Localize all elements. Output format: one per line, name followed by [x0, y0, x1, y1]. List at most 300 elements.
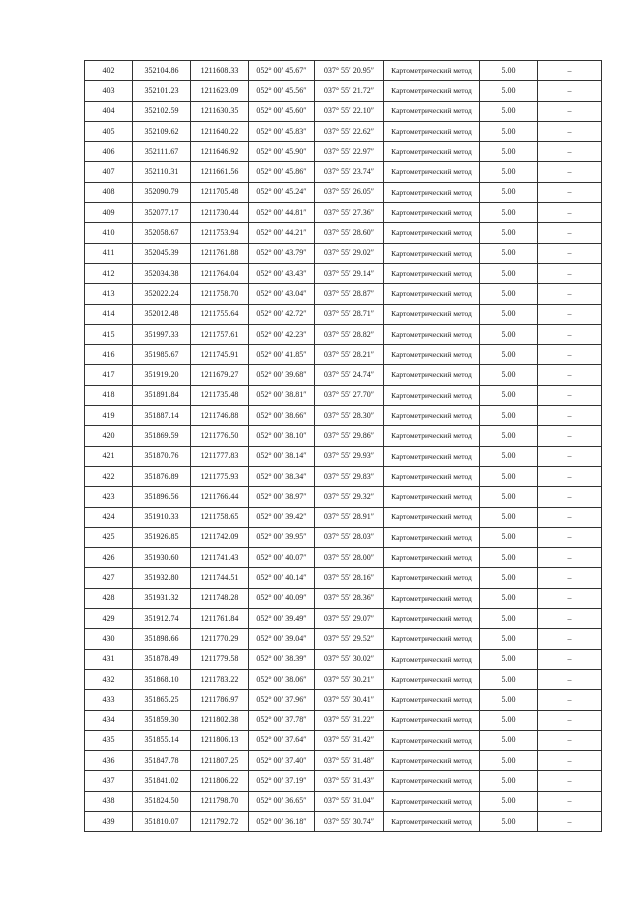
longitude-cell: 037° 55′ 24.74″: [315, 365, 384, 385]
point-number-cell: 439: [85, 811, 133, 831]
table-row: [85, 142, 602, 162]
longitude-cell: 037° 55′ 29.32″: [315, 487, 384, 507]
table-row: [85, 791, 602, 811]
accuracy-cell: 5.00: [480, 629, 538, 649]
table-row: [85, 406, 602, 426]
x-coordinate-cell: 352101.23: [133, 81, 191, 101]
latitude-cell: 052° 00′ 40.07″: [249, 548, 315, 568]
note-cell: –: [538, 771, 602, 791]
point-number-cell: 429: [85, 609, 133, 629]
latitude-cell: 052° 00′ 39.42″: [249, 507, 315, 527]
note-cell: –: [538, 629, 602, 649]
table-row: [85, 263, 602, 283]
method-cell: Картометрический метод: [384, 710, 480, 730]
method-cell: Картометрический метод: [384, 324, 480, 344]
method-cell: Картометрический метод: [384, 223, 480, 243]
latitude-cell: 052° 00′ 38.06″: [249, 669, 315, 689]
note-cell: –: [538, 223, 602, 243]
table-row: [85, 203, 602, 223]
x-coordinate-cell: 351985.67: [133, 345, 191, 365]
table-row: [85, 324, 602, 344]
point-number-cell: 402: [85, 61, 133, 81]
accuracy-cell: 5.00: [480, 527, 538, 547]
y-coordinate-cell: 1211679.27: [191, 365, 249, 385]
table-row: [85, 649, 602, 669]
latitude-cell: 052° 00′ 40.14″: [249, 568, 315, 588]
accuracy-cell: 5.00: [480, 385, 538, 405]
accuracy-cell: 5.00: [480, 365, 538, 385]
y-coordinate-cell: 1211758.65: [191, 507, 249, 527]
method-cell: Картометрический метод: [384, 568, 480, 588]
note-cell: –: [538, 730, 602, 750]
x-coordinate-cell: 351932.80: [133, 568, 191, 588]
point-number-cell: 424: [85, 507, 133, 527]
point-number-cell: 430: [85, 629, 133, 649]
accuracy-cell: 5.00: [480, 730, 538, 750]
accuracy-cell: 5.00: [480, 142, 538, 162]
accuracy-cell: 5.00: [480, 609, 538, 629]
longitude-cell: 037° 55′ 31.42″: [315, 730, 384, 750]
point-number-cell: 427: [85, 568, 133, 588]
x-coordinate-cell: 351876.89: [133, 466, 191, 486]
method-cell: Картометрический метод: [384, 487, 480, 507]
y-coordinate-cell: 1211770.29: [191, 629, 249, 649]
accuracy-cell: 5.00: [480, 81, 538, 101]
method-cell: Картометрический метод: [384, 669, 480, 689]
x-coordinate-cell: 351865.25: [133, 690, 191, 710]
y-coordinate-cell: 1211807.25: [191, 751, 249, 771]
longitude-cell: 037° 55′ 30.74″: [315, 811, 384, 831]
x-coordinate-cell: 352090.79: [133, 182, 191, 202]
longitude-cell: 037° 55′ 31.48″: [315, 751, 384, 771]
table-row: [85, 609, 602, 629]
point-number-cell: 423: [85, 487, 133, 507]
latitude-cell: 052° 00′ 43.79″: [249, 243, 315, 263]
x-coordinate-cell: 351868.10: [133, 669, 191, 689]
longitude-cell: 037° 55′ 29.52″: [315, 629, 384, 649]
longitude-cell: 037° 55′ 28.30″: [315, 406, 384, 426]
latitude-cell: 052° 00′ 45.83″: [249, 121, 315, 141]
y-coordinate-cell: 1211806.13: [191, 730, 249, 750]
point-number-cell: 425: [85, 527, 133, 547]
latitude-cell: 052° 00′ 36.65″: [249, 791, 315, 811]
note-cell: –: [538, 385, 602, 405]
note-cell: –: [538, 588, 602, 608]
accuracy-cell: 5.00: [480, 710, 538, 730]
longitude-cell: 037° 55′ 29.07″: [315, 609, 384, 629]
accuracy-cell: 5.00: [480, 751, 538, 771]
method-cell: Картометрический метод: [384, 609, 480, 629]
point-number-cell: 428: [85, 588, 133, 608]
longitude-cell: 037° 55′ 29.93″: [315, 446, 384, 466]
accuracy-cell: 5.00: [480, 690, 538, 710]
accuracy-cell: 5.00: [480, 263, 538, 283]
point-number-cell: 409: [85, 203, 133, 223]
point-number-cell: 407: [85, 162, 133, 182]
method-cell: Картометрический метод: [384, 791, 480, 811]
latitude-cell: 052° 00′ 45.56″: [249, 81, 315, 101]
latitude-cell: 052° 00′ 38.39″: [249, 649, 315, 669]
longitude-cell: 037° 55′ 28.87″: [315, 284, 384, 304]
x-coordinate-cell: 351841.02: [133, 771, 191, 791]
accuracy-cell: 5.00: [480, 487, 538, 507]
note-cell: –: [538, 101, 602, 121]
latitude-cell: 052° 00′ 37.64″: [249, 730, 315, 750]
point-number-cell: 435: [85, 730, 133, 750]
longitude-cell: 037° 55′ 21.72″: [315, 81, 384, 101]
method-cell: Картометрический метод: [384, 527, 480, 547]
note-cell: –: [538, 345, 602, 365]
y-coordinate-cell: 1211745.91: [191, 345, 249, 365]
method-cell: Картометрический метод: [384, 751, 480, 771]
longitude-cell: 037° 55′ 23.74″: [315, 162, 384, 182]
table-row: [85, 568, 602, 588]
note-cell: –: [538, 710, 602, 730]
method-cell: Картометрический метод: [384, 426, 480, 446]
note-cell: –: [538, 365, 602, 385]
latitude-cell: 052° 00′ 41.85″: [249, 345, 315, 365]
x-coordinate-cell: 351910.33: [133, 507, 191, 527]
note-cell: –: [538, 568, 602, 588]
x-coordinate-cell: 352110.31: [133, 162, 191, 182]
x-coordinate-cell: 351878.49: [133, 649, 191, 669]
y-coordinate-cell: 1211776.50: [191, 426, 249, 446]
x-coordinate-cell: 352104.86: [133, 61, 191, 81]
method-cell: Картометрический метод: [384, 345, 480, 365]
method-cell: Картометрический метод: [384, 507, 480, 527]
table-row: [85, 243, 602, 263]
latitude-cell: 052° 00′ 40.09″: [249, 588, 315, 608]
longitude-cell: 037° 55′ 31.43″: [315, 771, 384, 791]
x-coordinate-cell: 352045.39: [133, 243, 191, 263]
x-coordinate-cell: 351824.50: [133, 791, 191, 811]
longitude-cell: 037° 55′ 22.97″: [315, 142, 384, 162]
latitude-cell: 052° 00′ 44.21″: [249, 223, 315, 243]
table-row: [85, 811, 602, 831]
y-coordinate-cell: 1211744.51: [191, 568, 249, 588]
x-coordinate-cell: 351859.30: [133, 710, 191, 730]
point-number-cell: 403: [85, 81, 133, 101]
longitude-cell: 037° 55′ 27.36″: [315, 203, 384, 223]
point-number-cell: 421: [85, 446, 133, 466]
longitude-cell: 037° 55′ 29.83″: [315, 466, 384, 486]
table-row: [85, 548, 602, 568]
y-coordinate-cell: 1211786.97: [191, 690, 249, 710]
point-number-cell: 411: [85, 243, 133, 263]
note-cell: –: [538, 61, 602, 81]
x-coordinate-cell: 352058.67: [133, 223, 191, 243]
note-cell: –: [538, 811, 602, 831]
latitude-cell: 052° 00′ 37.40″: [249, 751, 315, 771]
table-row: [85, 101, 602, 121]
table-row: [85, 182, 602, 202]
table-row: [85, 81, 602, 101]
method-cell: Картометрический метод: [384, 121, 480, 141]
table-row: [85, 284, 602, 304]
y-coordinate-cell: 1211623.09: [191, 81, 249, 101]
x-coordinate-cell: 352111.67: [133, 142, 191, 162]
table-row: [85, 507, 602, 527]
point-number-cell: 404: [85, 101, 133, 121]
longitude-cell: 037° 55′ 29.02″: [315, 243, 384, 263]
method-cell: Картометрический метод: [384, 365, 480, 385]
table-row: [85, 751, 602, 771]
latitude-cell: 052° 00′ 37.96″: [249, 690, 315, 710]
latitude-cell: 052° 00′ 43.04″: [249, 284, 315, 304]
x-coordinate-cell: 351891.84: [133, 385, 191, 405]
y-coordinate-cell: 1211746.88: [191, 406, 249, 426]
method-cell: Картометрический метод: [384, 588, 480, 608]
latitude-cell: 052° 00′ 37.19″: [249, 771, 315, 791]
point-number-cell: 434: [85, 710, 133, 730]
point-number-cell: 414: [85, 304, 133, 324]
method-cell: Картометрический метод: [384, 649, 480, 669]
accuracy-cell: 5.00: [480, 203, 538, 223]
latitude-cell: 052° 00′ 39.04″: [249, 629, 315, 649]
table-row: [85, 446, 602, 466]
table-row: [85, 487, 602, 507]
point-number-cell: 420: [85, 426, 133, 446]
note-cell: –: [538, 182, 602, 202]
note-cell: –: [538, 426, 602, 446]
note-cell: –: [538, 669, 602, 689]
method-cell: Картометрический метод: [384, 548, 480, 568]
y-coordinate-cell: 1211661.56: [191, 162, 249, 182]
x-coordinate-cell: 352077.17: [133, 203, 191, 223]
accuracy-cell: 5.00: [480, 669, 538, 689]
longitude-cell: 037° 55′ 29.14″: [315, 263, 384, 283]
point-number-cell: 412: [85, 263, 133, 283]
table-row: [85, 426, 602, 446]
accuracy-cell: 5.00: [480, 548, 538, 568]
latitude-cell: 052° 00′ 39.68″: [249, 365, 315, 385]
note-cell: –: [538, 263, 602, 283]
note-cell: –: [538, 324, 602, 344]
y-coordinate-cell: 1211608.33: [191, 61, 249, 81]
note-cell: –: [538, 162, 602, 182]
accuracy-cell: 5.00: [480, 771, 538, 791]
y-coordinate-cell: 1211730.44: [191, 203, 249, 223]
point-number-cell: 436: [85, 751, 133, 771]
method-cell: Картометрический метод: [384, 61, 480, 81]
x-coordinate-cell: 351855.14: [133, 730, 191, 750]
latitude-cell: 052° 00′ 45.67″: [249, 61, 315, 81]
x-coordinate-cell: 351810.07: [133, 811, 191, 831]
y-coordinate-cell: 1211705.48: [191, 182, 249, 202]
note-cell: –: [538, 507, 602, 527]
note-cell: –: [538, 81, 602, 101]
method-cell: Картометрический метод: [384, 81, 480, 101]
x-coordinate-cell: 352102.59: [133, 101, 191, 121]
y-coordinate-cell: 1211755.64: [191, 304, 249, 324]
point-number-cell: 417: [85, 365, 133, 385]
point-number-cell: 406: [85, 142, 133, 162]
x-coordinate-cell: 352012.48: [133, 304, 191, 324]
accuracy-cell: 5.00: [480, 243, 538, 263]
note-cell: –: [538, 203, 602, 223]
accuracy-cell: 5.00: [480, 507, 538, 527]
longitude-cell: 037° 55′ 28.00″: [315, 548, 384, 568]
accuracy-cell: 5.00: [480, 345, 538, 365]
accuracy-cell: 5.00: [480, 406, 538, 426]
accuracy-cell: 5.00: [480, 446, 538, 466]
accuracy-cell: 5.00: [480, 588, 538, 608]
longitude-cell: 037° 55′ 30.21″: [315, 669, 384, 689]
note-cell: –: [538, 142, 602, 162]
table-row: [85, 61, 602, 81]
longitude-cell: 037° 55′ 22.10″: [315, 101, 384, 121]
longitude-cell: 037° 55′ 28.91″: [315, 507, 384, 527]
y-coordinate-cell: 1211777.83: [191, 446, 249, 466]
x-coordinate-cell: 352034.38: [133, 263, 191, 283]
table-row: [85, 710, 602, 730]
point-number-cell: 413: [85, 284, 133, 304]
method-cell: Картометрический метод: [384, 771, 480, 791]
note-cell: –: [538, 649, 602, 669]
table-row: [85, 629, 602, 649]
longitude-cell: 037° 55′ 22.62″: [315, 121, 384, 141]
longitude-cell: 037° 55′ 31.04″: [315, 791, 384, 811]
latitude-cell: 052° 00′ 38.14″: [249, 446, 315, 466]
method-cell: Картометрический метод: [384, 466, 480, 486]
x-coordinate-cell: 351926.85: [133, 527, 191, 547]
table-row: [85, 365, 602, 385]
method-cell: Картометрический метод: [384, 629, 480, 649]
method-cell: Картометрический метод: [384, 385, 480, 405]
note-cell: –: [538, 487, 602, 507]
longitude-cell: 037° 55′ 28.16″: [315, 568, 384, 588]
table-row: [85, 669, 602, 689]
accuracy-cell: 5.00: [480, 61, 538, 81]
y-coordinate-cell: 1211764.04: [191, 263, 249, 283]
latitude-cell: 052° 00′ 45.90″: [249, 142, 315, 162]
latitude-cell: 052° 00′ 38.10″: [249, 426, 315, 446]
accuracy-cell: 5.00: [480, 121, 538, 141]
point-number-cell: 419: [85, 406, 133, 426]
note-cell: –: [538, 527, 602, 547]
accuracy-cell: 5.00: [480, 791, 538, 811]
longitude-cell: 037° 55′ 26.05″: [315, 182, 384, 202]
y-coordinate-cell: 1211748.28: [191, 588, 249, 608]
table-row: [85, 771, 602, 791]
table-row: [85, 345, 602, 365]
y-coordinate-cell: 1211766.44: [191, 487, 249, 507]
method-cell: Картометрический метод: [384, 284, 480, 304]
point-number-cell: 410: [85, 223, 133, 243]
method-cell: Картометрический метод: [384, 263, 480, 283]
latitude-cell: 052° 00′ 37.78″: [249, 710, 315, 730]
y-coordinate-cell: 1211630.35: [191, 101, 249, 121]
table-row: [85, 223, 602, 243]
latitude-cell: 052° 00′ 38.34″: [249, 466, 315, 486]
x-coordinate-cell: 351896.56: [133, 487, 191, 507]
accuracy-cell: 5.00: [480, 101, 538, 121]
latitude-cell: 052° 00′ 38.66″: [249, 406, 315, 426]
point-number-cell: 432: [85, 669, 133, 689]
note-cell: –: [538, 609, 602, 629]
longitude-cell: 037° 55′ 28.36″: [315, 588, 384, 608]
x-coordinate-cell: 351919.20: [133, 365, 191, 385]
point-number-cell: 437: [85, 771, 133, 791]
y-coordinate-cell: 1211798.70: [191, 791, 249, 811]
latitude-cell: 052° 00′ 42.23″: [249, 324, 315, 344]
point-number-cell: 418: [85, 385, 133, 405]
accuracy-cell: 5.00: [480, 223, 538, 243]
note-cell: –: [538, 690, 602, 710]
table-row: [85, 304, 602, 324]
table-row: [85, 385, 602, 405]
table-row: [85, 730, 602, 750]
note-cell: –: [538, 406, 602, 426]
y-coordinate-cell: 1211806.22: [191, 771, 249, 791]
point-number-cell: 422: [85, 466, 133, 486]
table-row: [85, 121, 602, 141]
y-coordinate-cell: 1211757.61: [191, 324, 249, 344]
y-coordinate-cell: 1211646.92: [191, 142, 249, 162]
point-number-cell: 415: [85, 324, 133, 344]
note-cell: –: [538, 304, 602, 324]
longitude-cell: 037° 55′ 30.02″: [315, 649, 384, 669]
y-coordinate-cell: 1211640.22: [191, 121, 249, 141]
method-cell: Картометрический метод: [384, 101, 480, 121]
accuracy-cell: 5.00: [480, 568, 538, 588]
x-coordinate-cell: 351870.76: [133, 446, 191, 466]
accuracy-cell: 5.00: [480, 324, 538, 344]
method-cell: Картометрический метод: [384, 446, 480, 466]
method-cell: Картометрический метод: [384, 162, 480, 182]
note-cell: –: [538, 446, 602, 466]
x-coordinate-cell: 351912.74: [133, 609, 191, 629]
point-number-cell: 431: [85, 649, 133, 669]
table-row: [85, 527, 602, 547]
longitude-cell: 037° 55′ 28.03″: [315, 527, 384, 547]
note-cell: –: [538, 121, 602, 141]
accuracy-cell: 5.00: [480, 466, 538, 486]
y-coordinate-cell: 1211735.48: [191, 385, 249, 405]
longitude-cell: 037° 55′ 28.71″: [315, 304, 384, 324]
accuracy-cell: 5.00: [480, 182, 538, 202]
accuracy-cell: 5.00: [480, 304, 538, 324]
x-coordinate-cell: 351931.32: [133, 588, 191, 608]
note-cell: –: [538, 243, 602, 263]
accuracy-cell: 5.00: [480, 649, 538, 669]
x-coordinate-cell: 351930.60: [133, 548, 191, 568]
method-cell: Картометрический метод: [384, 304, 480, 324]
coordinates-table-body: [85, 61, 602, 832]
method-cell: Картометрический метод: [384, 730, 480, 750]
method-cell: Картометрический метод: [384, 811, 480, 831]
y-coordinate-cell: 1211741.43: [191, 548, 249, 568]
x-coordinate-cell: 351847.78: [133, 751, 191, 771]
latitude-cell: 052° 00′ 42.72″: [249, 304, 315, 324]
y-coordinate-cell: 1211761.84: [191, 609, 249, 629]
y-coordinate-cell: 1211783.22: [191, 669, 249, 689]
y-coordinate-cell: 1211792.72: [191, 811, 249, 831]
longitude-cell: 037° 55′ 27.70″: [315, 385, 384, 405]
coordinates-table: [84, 60, 602, 832]
y-coordinate-cell: 1211779.58: [191, 649, 249, 669]
x-coordinate-cell: 351898.66: [133, 629, 191, 649]
x-coordinate-cell: 351997.33: [133, 324, 191, 344]
longitude-cell: 037° 55′ 29.86″: [315, 426, 384, 446]
note-cell: –: [538, 548, 602, 568]
method-cell: Картометрический метод: [384, 690, 480, 710]
latitude-cell: 052° 00′ 38.97″: [249, 487, 315, 507]
latitude-cell: 052° 00′ 45.86″: [249, 162, 315, 182]
point-number-cell: 416: [85, 345, 133, 365]
y-coordinate-cell: 1211761.88: [191, 243, 249, 263]
accuracy-cell: 5.00: [480, 426, 538, 446]
